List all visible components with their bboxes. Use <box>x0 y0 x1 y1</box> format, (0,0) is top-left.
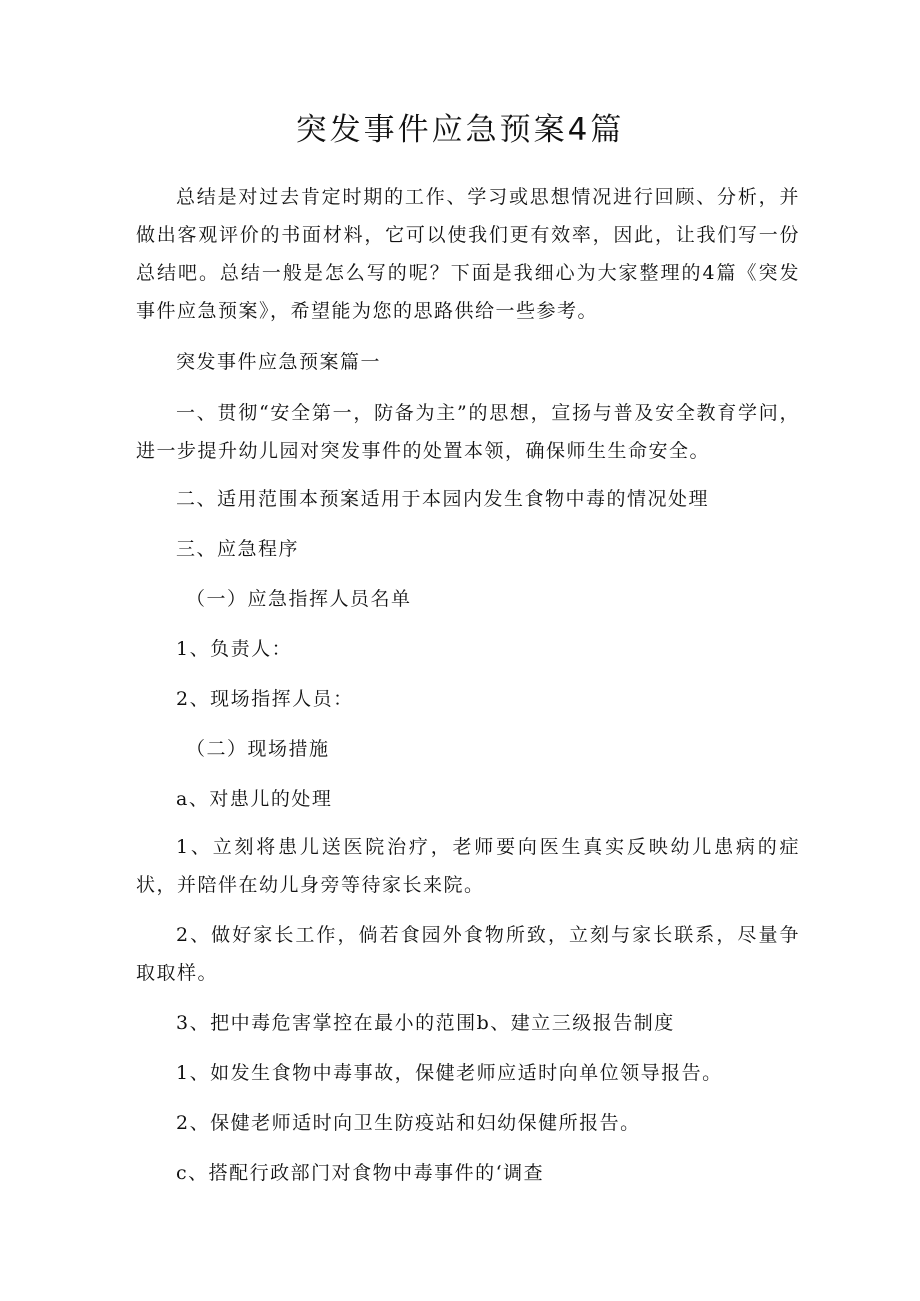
paragraph: 三、应急程序 <box>176 538 300 560</box>
paragraph: 2、现场指挥人员： <box>176 688 354 710</box>
document-title: 突发事件应急预案4篇 <box>295 112 625 148</box>
paragraph: c、搭配行政部门对食物中毒事件的‘调查 <box>176 1162 545 1184</box>
paragraph: 1、立刻将患儿送医院治疗，老师要向医生真实反映幼儿患病的症状，并陪伴在幼儿身旁等待家长来院。 <box>136 836 800 896</box>
intro-paragraph: 总结是对过去肯定时期的工作、学习或思想情况进行回顾、分析，并做出客观评价的书面材料，它可以使我们更有效率，因此，让我们写一份总结吧。总结一般是怎么写的呢？下面是我细心为大家整理的4篇《突发事件应急预案》，希望能为您的思路供给一些参考。 <box>136 186 800 322</box>
paragraph: （二）现场措施 <box>186 738 330 760</box>
paragraph: a、对患儿的处理 <box>176 788 333 810</box>
paragraph: 2、做好家长工作，倘若食园外食物所致，立刻与家长联系，尽量争取取样。 <box>136 924 800 984</box>
paragraph: 2、保健老师适时向卫生防疫站和妇幼保健所报告。 <box>176 1112 641 1134</box>
paragraph: 一、贯彻“安全第一，防备为主”的思想，宣扬与普及安全教育学问，进一步提升幼儿园对突发事件的处置本领，确保师生生命安全。 <box>136 402 800 462</box>
paragraph: 3、把中毒危害掌控在最小的范围b、建立三级报告制度 <box>176 1012 675 1034</box>
paragraph: 1、负责人： <box>176 638 293 660</box>
paragraph: 二、适用范围本预案适用于本园内发生食物中毒的情况处理 <box>176 488 710 510</box>
paragraph: 1、如发生食物中毒事故，保健老师应适时向单位领导报告。 <box>176 1062 723 1084</box>
section-heading: 突发事件应急预案篇一 <box>176 351 382 373</box>
paragraph: （一）应急指挥人员名单 <box>186 588 412 610</box>
